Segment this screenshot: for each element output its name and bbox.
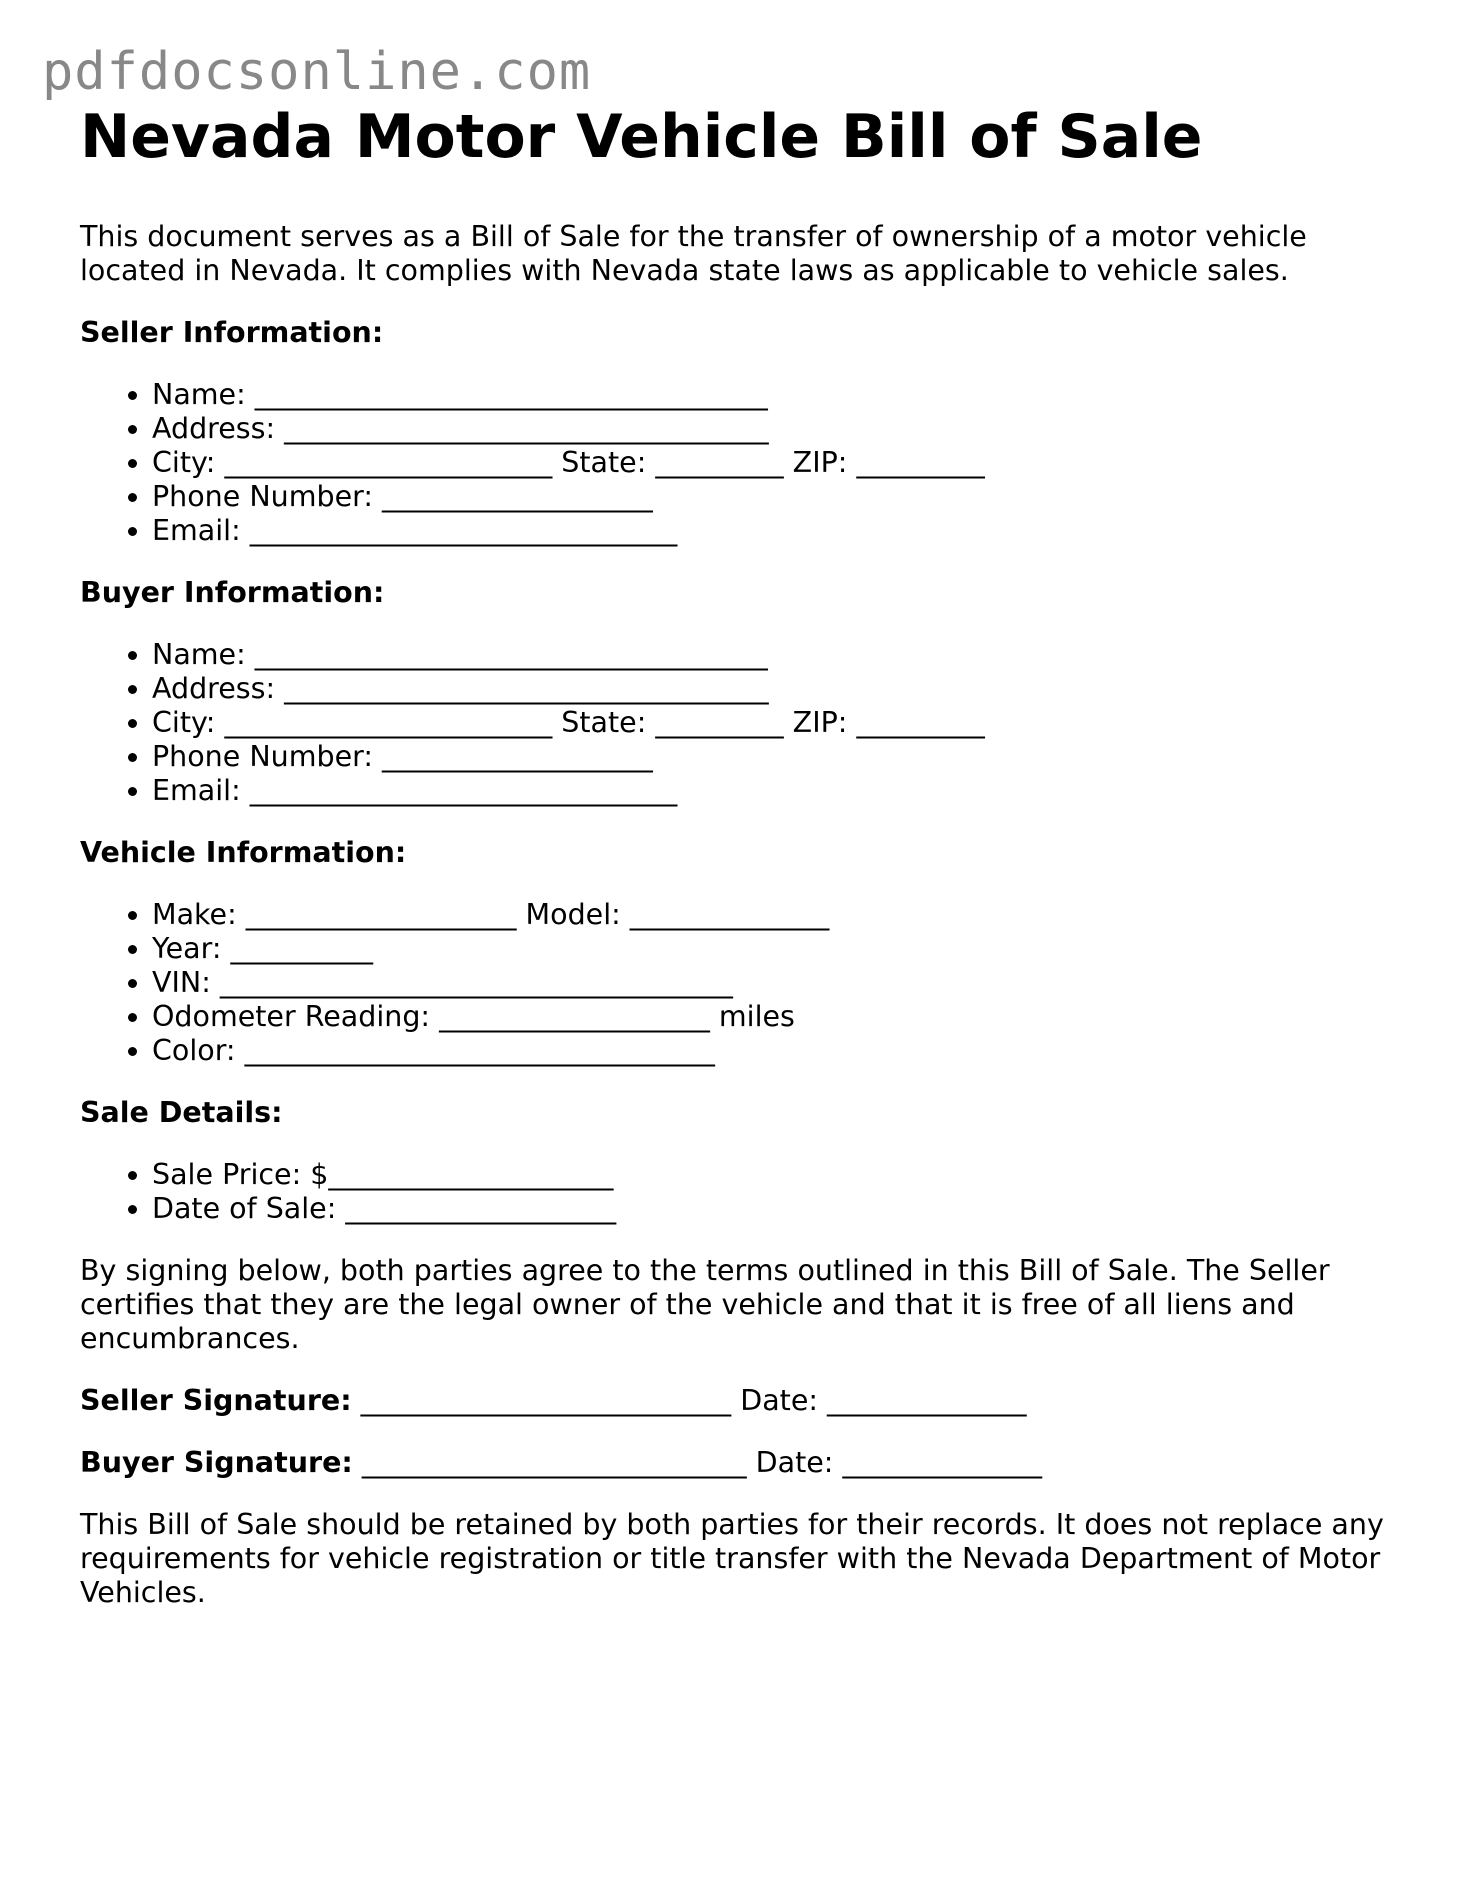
seller-city-state-zip-field[interactable]: • City: _______________________ State: _________ ZIP: _________ [152, 446, 1410, 480]
buyer-fields [80, 638, 1410, 808]
seller-email-field[interactable]: • Email: ______________________________ [152, 514, 1410, 548]
vehicle-odometer-field[interactable]: • Odometer Reading: ___________________ miles [152, 1000, 1410, 1034]
buyer-name-field[interactable]: • Name: ____________________________________ [152, 638, 1410, 672]
document-title: Nevada Motor Vehicle Bill of Sale [80, 102, 1203, 172]
vehicle-heading: Vehicle Information: [80, 836, 407, 869]
vehicle-color-field[interactable]: • Color: _________________________________ [152, 1034, 1410, 1068]
sale-date-field[interactable]: • Date of Sale: ___________________ [152, 1192, 1410, 1226]
buyer-address-field[interactable]: • Address: __________________________________ [152, 672, 1410, 706]
seller-phone-field[interactable]: • Phone Number: ___________________ [152, 480, 1410, 514]
vehicle-year-field[interactable]: • Year: __________ [152, 932, 1410, 966]
vehicle-vin-field[interactable]: • VIN: ____________________________________ [152, 966, 1410, 1000]
agreement-paragraph: By signing below, both parties agree to the terms outlined in this Bill of Sale. The Seller certifies that they are the legal owner of the vehicle and that it is free of all liens and encumbrances. [80, 1254, 1330, 1355]
document-page [80, 100, 1410, 1638]
buyer-phone-field[interactable]: • Phone Number: ___________________ [152, 740, 1410, 774]
seller-signature-label: Seller Signature: [80, 1384, 352, 1417]
sale-heading: Sale Details: [80, 1096, 283, 1129]
watermark: pdfdocsonline.com [42, 42, 592, 102]
vehicle-fields [80, 898, 1410, 1068]
buyer-signature-label: Buyer Signature: [80, 1446, 353, 1479]
seller-name-field[interactable]: • Name: ____________________________________ [152, 378, 1410, 412]
buyer-city-state-zip-field[interactable]: • City: _______________________ State: _________ ZIP: _________ [152, 706, 1410, 740]
buyer-heading: Buyer Information: [80, 576, 385, 609]
sale-price-field[interactable]: • Sale Price: $____________________ [152, 1158, 1410, 1192]
footer-paragraph: This Bill of Sale should be retained by both parties for their records. It does not replace any requirements for vehicle registration or title transfer with the Nevada Department of Motor Vehicles. [80, 1508, 1384, 1609]
intro-paragraph: This document serves as a Bill of Sale for the transfer of ownership of a motor vehicle located in Nevada. It complies with Nevada state laws as applicable to vehicle sales. [80, 220, 1307, 287]
seller-fields [80, 378, 1410, 548]
seller-address-field[interactable]: • Address: __________________________________ [152, 412, 1410, 446]
sale-fields [80, 1158, 1410, 1226]
vehicle-make-model-field[interactable]: • Make: ___________________ Model: ______________ [152, 898, 1410, 932]
seller-signature-line[interactable] [80, 1384, 1410, 1418]
buyer-email-field[interactable]: • Email: ______________________________ [152, 774, 1410, 808]
buyer-signature-blanks[interactable]: ___________________________ Date: ______________ [352, 1446, 1042, 1479]
seller-heading: Seller Information: [80, 316, 384, 349]
seller-signature-blanks[interactable]: __________________________ Date: ______________ [351, 1384, 1027, 1417]
buyer-signature-line[interactable] [80, 1446, 1410, 1480]
